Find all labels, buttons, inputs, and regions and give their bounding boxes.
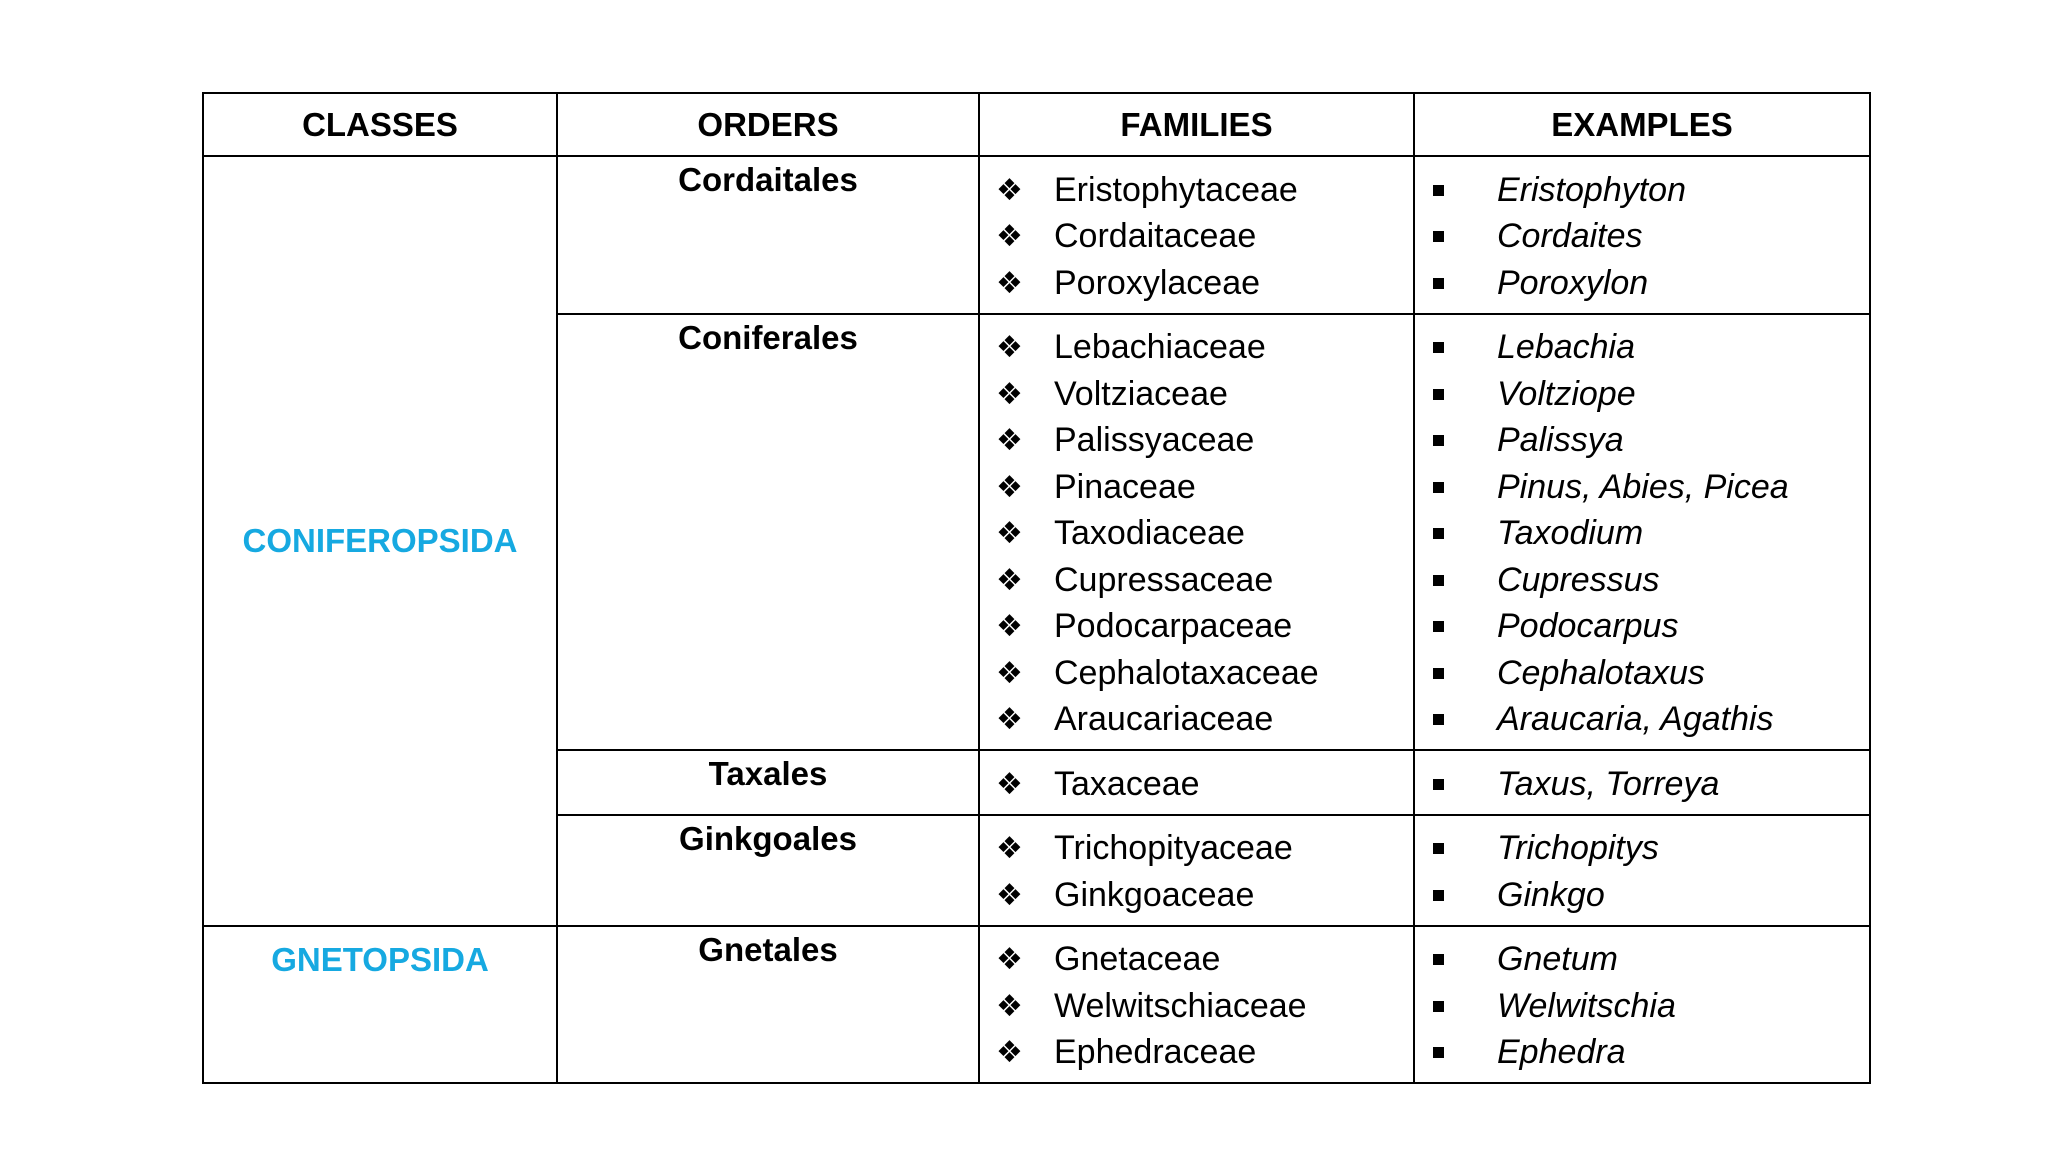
square-bullet-icon	[1415, 621, 1497, 632]
example-item	[1415, 1030, 1869, 1077]
order-name: Coniferales	[557, 314, 979, 751]
example-item	[1415, 464, 1869, 511]
family-item	[980, 464, 1413, 511]
class-name: CONIFEROPSIDA	[242, 521, 518, 559]
example-name: Gnetum	[1497, 940, 1618, 979]
family-name: Podocarpaceae	[1054, 607, 1293, 646]
four-diamond-icon: ❖	[996, 1036, 1023, 1070]
examples-cell	[1414, 750, 1870, 815]
family-item	[980, 557, 1413, 604]
examples-cell	[1414, 314, 1870, 751]
example-name: Cephalotaxus	[1497, 653, 1705, 692]
family-item	[980, 937, 1413, 984]
family-name: Ephedraceae	[1054, 1033, 1257, 1072]
square-bullet-icon	[1415, 435, 1497, 446]
square-bullet-icon	[1415, 575, 1497, 586]
example-item	[1415, 325, 1869, 372]
example-name: Voltziope	[1497, 374, 1636, 413]
family-item	[980, 650, 1413, 697]
example-name: Lebachia	[1497, 328, 1636, 367]
family-item	[980, 511, 1413, 558]
square-bullet-icon	[1415, 779, 1497, 790]
family-item	[980, 418, 1413, 465]
four-diamond-icon: ❖	[996, 470, 1023, 504]
example-name: Trichopitys	[1497, 829, 1659, 868]
family-item	[980, 983, 1413, 1030]
example-item	[1415, 826, 1869, 873]
square-bullet-icon	[1415, 954, 1497, 965]
four-diamond-icon: ❖	[996, 943, 1023, 977]
square-bullet-icon	[1415, 278, 1497, 289]
four-diamond-icon: ❖	[996, 331, 1023, 365]
example-item	[1415, 761, 1869, 808]
header-examples: EXAMPLES	[1414, 93, 1870, 156]
family-name: Cephalotaxaceae	[1054, 653, 1319, 692]
example-name: Podocarpus	[1497, 607, 1679, 646]
order-name: Ginkgoales	[557, 815, 979, 926]
four-diamond-icon: ❖	[996, 266, 1023, 300]
example-item	[1415, 937, 1869, 984]
families-cell	[979, 750, 1414, 815]
square-bullet-icon	[1415, 185, 1497, 196]
example-item	[1415, 983, 1869, 1030]
four-diamond-icon: ❖	[996, 878, 1023, 912]
example-item	[1415, 371, 1869, 418]
family-item	[980, 260, 1413, 307]
four-diamond-icon: ❖	[996, 703, 1023, 737]
example-name: Welwitschia	[1497, 986, 1676, 1025]
header-classes: CLASSES	[203, 93, 557, 156]
table-row	[203, 156, 1870, 314]
families-cell	[979, 156, 1414, 314]
square-bullet-icon	[1415, 231, 1497, 242]
example-item	[1415, 214, 1869, 261]
example-item	[1415, 650, 1869, 697]
example-name: Araucaria, Agathis	[1497, 700, 1774, 739]
family-name: Ginkgoaceae	[1054, 875, 1255, 914]
example-name: Pinus, Abies, Picea	[1497, 467, 1789, 506]
family-name: Voltziaceae	[1054, 374, 1228, 413]
header-orders: ORDERS	[557, 93, 979, 156]
family-name: Poroxylaceae	[1054, 263, 1261, 302]
square-bullet-icon	[1415, 528, 1497, 539]
family-name: Palissyaceae	[1054, 421, 1255, 460]
square-bullet-icon	[1415, 668, 1497, 679]
square-bullet-icon	[1415, 1001, 1497, 1012]
square-bullet-icon	[1415, 843, 1497, 854]
family-item	[980, 604, 1413, 651]
square-bullet-icon	[1415, 714, 1497, 725]
examples-cell	[1414, 156, 1870, 314]
square-bullet-icon	[1415, 342, 1497, 353]
examples-cell	[1414, 926, 1870, 1084]
family-name: Cordaitaceae	[1054, 217, 1257, 256]
class-name: GNETOPSIDA	[271, 940, 489, 978]
example-name: Cordaites	[1497, 217, 1643, 256]
family-item	[980, 1030, 1413, 1077]
family-name: Lebachiaceae	[1054, 328, 1266, 367]
four-diamond-icon: ❖	[996, 610, 1023, 644]
example-item	[1415, 418, 1869, 465]
family-name: Taxaceae	[1054, 764, 1200, 803]
table-row	[203, 926, 1870, 1084]
family-item	[980, 325, 1413, 372]
example-item	[1415, 167, 1869, 214]
families-cell	[979, 815, 1414, 926]
family-name: Gnetaceae	[1054, 940, 1221, 979]
header-families: FAMILIES	[979, 93, 1414, 156]
example-item	[1415, 260, 1869, 307]
square-bullet-icon	[1415, 482, 1497, 493]
square-bullet-icon	[1415, 890, 1497, 901]
example-item	[1415, 557, 1869, 604]
example-name: Ginkgo	[1497, 875, 1605, 914]
family-name: Welwitschiaceae	[1054, 986, 1307, 1025]
examples-cell	[1414, 815, 1870, 926]
family-item	[980, 167, 1413, 214]
family-item	[980, 826, 1413, 873]
family-item	[980, 371, 1413, 418]
four-diamond-icon: ❖	[996, 173, 1023, 207]
families-cell	[979, 314, 1414, 751]
order-name: Gnetales	[557, 926, 979, 1084]
four-diamond-icon: ❖	[996, 563, 1023, 597]
taxonomy-table	[202, 92, 1871, 1084]
example-name: Ephedra	[1497, 1033, 1626, 1072]
square-bullet-icon	[1415, 389, 1497, 400]
header-row	[203, 93, 1870, 156]
example-item	[1415, 872, 1869, 919]
four-diamond-icon: ❖	[996, 424, 1023, 458]
four-diamond-icon: ❖	[996, 220, 1023, 254]
family-name: Taxodiaceae	[1054, 514, 1245, 553]
four-diamond-icon: ❖	[996, 832, 1023, 866]
four-diamond-icon: ❖	[996, 767, 1023, 801]
family-item	[980, 214, 1413, 261]
example-item	[1415, 697, 1869, 744]
class-cell	[203, 156, 557, 926]
family-name: Cupressaceae	[1054, 560, 1274, 599]
class-cell	[203, 926, 557, 1084]
order-name: Cordaitales	[557, 156, 979, 314]
example-name: Cupressus	[1497, 560, 1660, 599]
four-diamond-icon: ❖	[996, 989, 1023, 1023]
example-name: Poroxylon	[1497, 263, 1649, 302]
family-name: Eristophytaceae	[1054, 170, 1298, 209]
families-cell	[979, 926, 1414, 1084]
example-name: Taxus, Torreya	[1497, 764, 1720, 803]
square-bullet-icon	[1415, 1047, 1497, 1058]
four-diamond-icon: ❖	[996, 377, 1023, 411]
example-item	[1415, 604, 1869, 651]
family-item	[980, 872, 1413, 919]
example-item	[1415, 511, 1869, 558]
four-diamond-icon: ❖	[996, 656, 1023, 690]
example-name: Eristophyton	[1497, 170, 1686, 209]
example-name: Taxodium	[1497, 514, 1644, 553]
family-name: Pinaceae	[1054, 467, 1196, 506]
four-diamond-icon: ❖	[996, 517, 1023, 551]
example-name: Palissya	[1497, 421, 1624, 460]
family-name: Trichopityaceae	[1054, 829, 1293, 868]
family-item	[980, 697, 1413, 744]
family-name: Araucariaceae	[1054, 700, 1274, 739]
order-name: Taxales	[557, 750, 979, 815]
family-item	[980, 761, 1413, 808]
table-body	[203, 156, 1870, 1083]
